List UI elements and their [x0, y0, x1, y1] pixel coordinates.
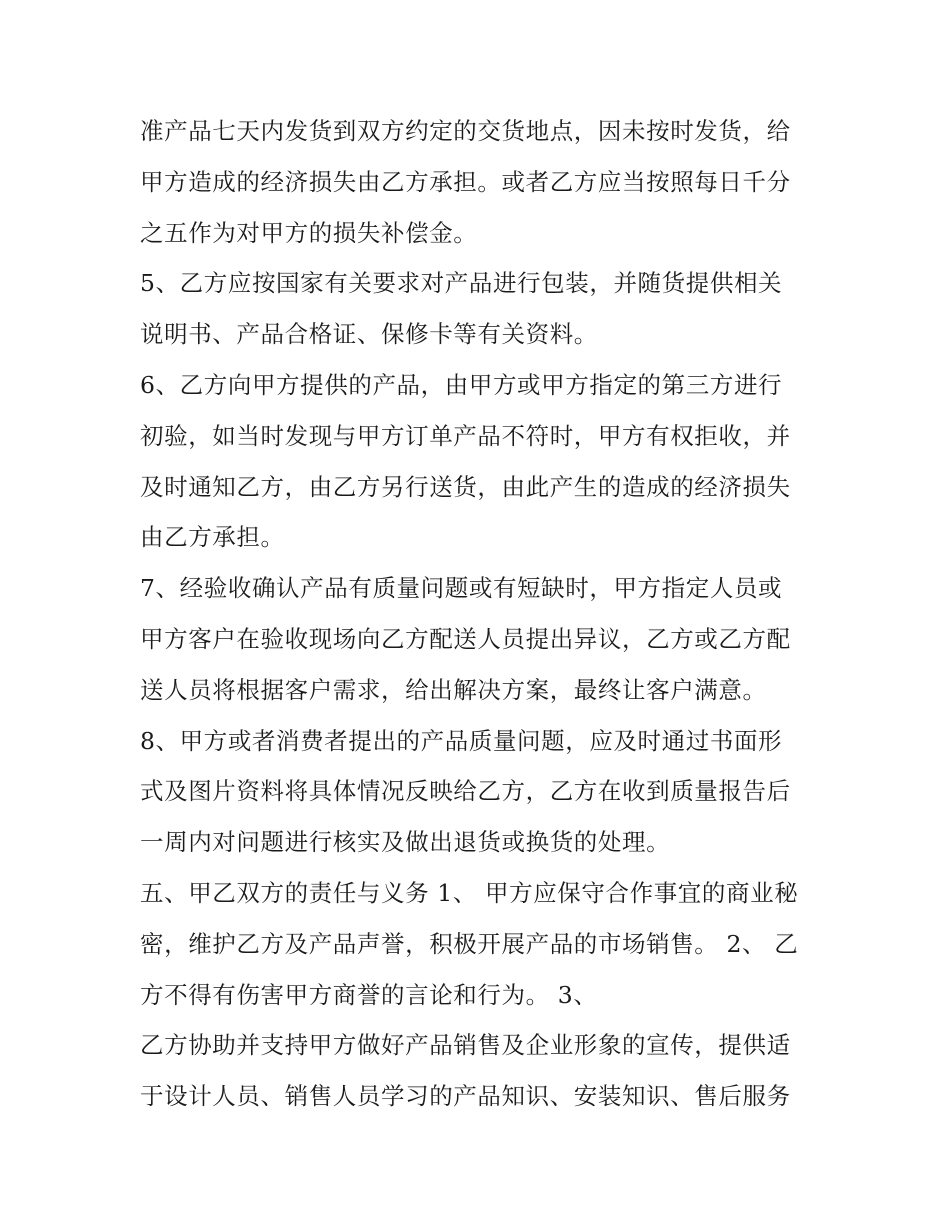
- text-line: 说明书、产品合格证、保修卡等有关资料。: [140, 320, 598, 349]
- text-line: 于设计人员、销售人员学习的产品知识、安装知识、售后服务: [140, 1082, 791, 1111]
- text-line: 由乙方承担。: [140, 523, 285, 552]
- text-line: 6、乙方向甲方提供的产品，由甲方或甲方指定的第三方进行: [140, 370, 783, 399]
- text-line: 一周内对问题进行核实及做出退货或换货的处理。: [140, 828, 671, 857]
- text-line: 5、乙方应按国家有关要求对产品进行包装，并随货提供相关: [140, 269, 783, 298]
- text-line: 准产品七天内发货到双方约定的交货地点，因未按时发货，给: [140, 117, 791, 145]
- text-line: 甲方造成的经济损失由乙方承担。或者乙方应当按照每日千分: [140, 167, 791, 196]
- text-line: 方不得有伤害甲方商誉的言论和行为。 3、: [140, 980, 598, 1009]
- text-line: 送人员将根据客户需求，给出解决方案，最终让客户满意。: [140, 675, 767, 704]
- text-line: 8、甲方或者消费者提出的产品质量问题，应及时通过书面形: [140, 726, 783, 755]
- text-line: 初验，如当时发现与甲方订单产品不符时，甲方有权拒收，并: [140, 421, 791, 450]
- text-line: 及时通知乙方，由乙方另行送货，由此产生的造成的经济损失: [140, 472, 791, 501]
- document-body: [140, 106, 820, 1122]
- text-line: 甲方客户在验收现场向乙方配送人员提出异议，乙方或乙方配: [140, 624, 791, 653]
- text-line: 五、甲乙双方的责任与义务 1、 甲方应保守合作事宜的商业秘: [140, 878, 799, 907]
- text-line: 密，维护乙方及产品声誉，积极开展产品的市场销售。 2、 乙: [140, 929, 799, 958]
- text-line: 式及图片资料将具体情况反映给乙方，乙方在收到质量报告后: [140, 777, 791, 806]
- text-line: 7、经验收确认产品有质量问题或有短缺时，甲方指定人员或: [140, 574, 783, 603]
- text-line: 之五作为对甲方的损失补偿金。: [140, 218, 478, 247]
- text-line: 乙方协助并支持甲方做好产品销售及企业形象的宣传，提供适: [140, 1031, 791, 1060]
